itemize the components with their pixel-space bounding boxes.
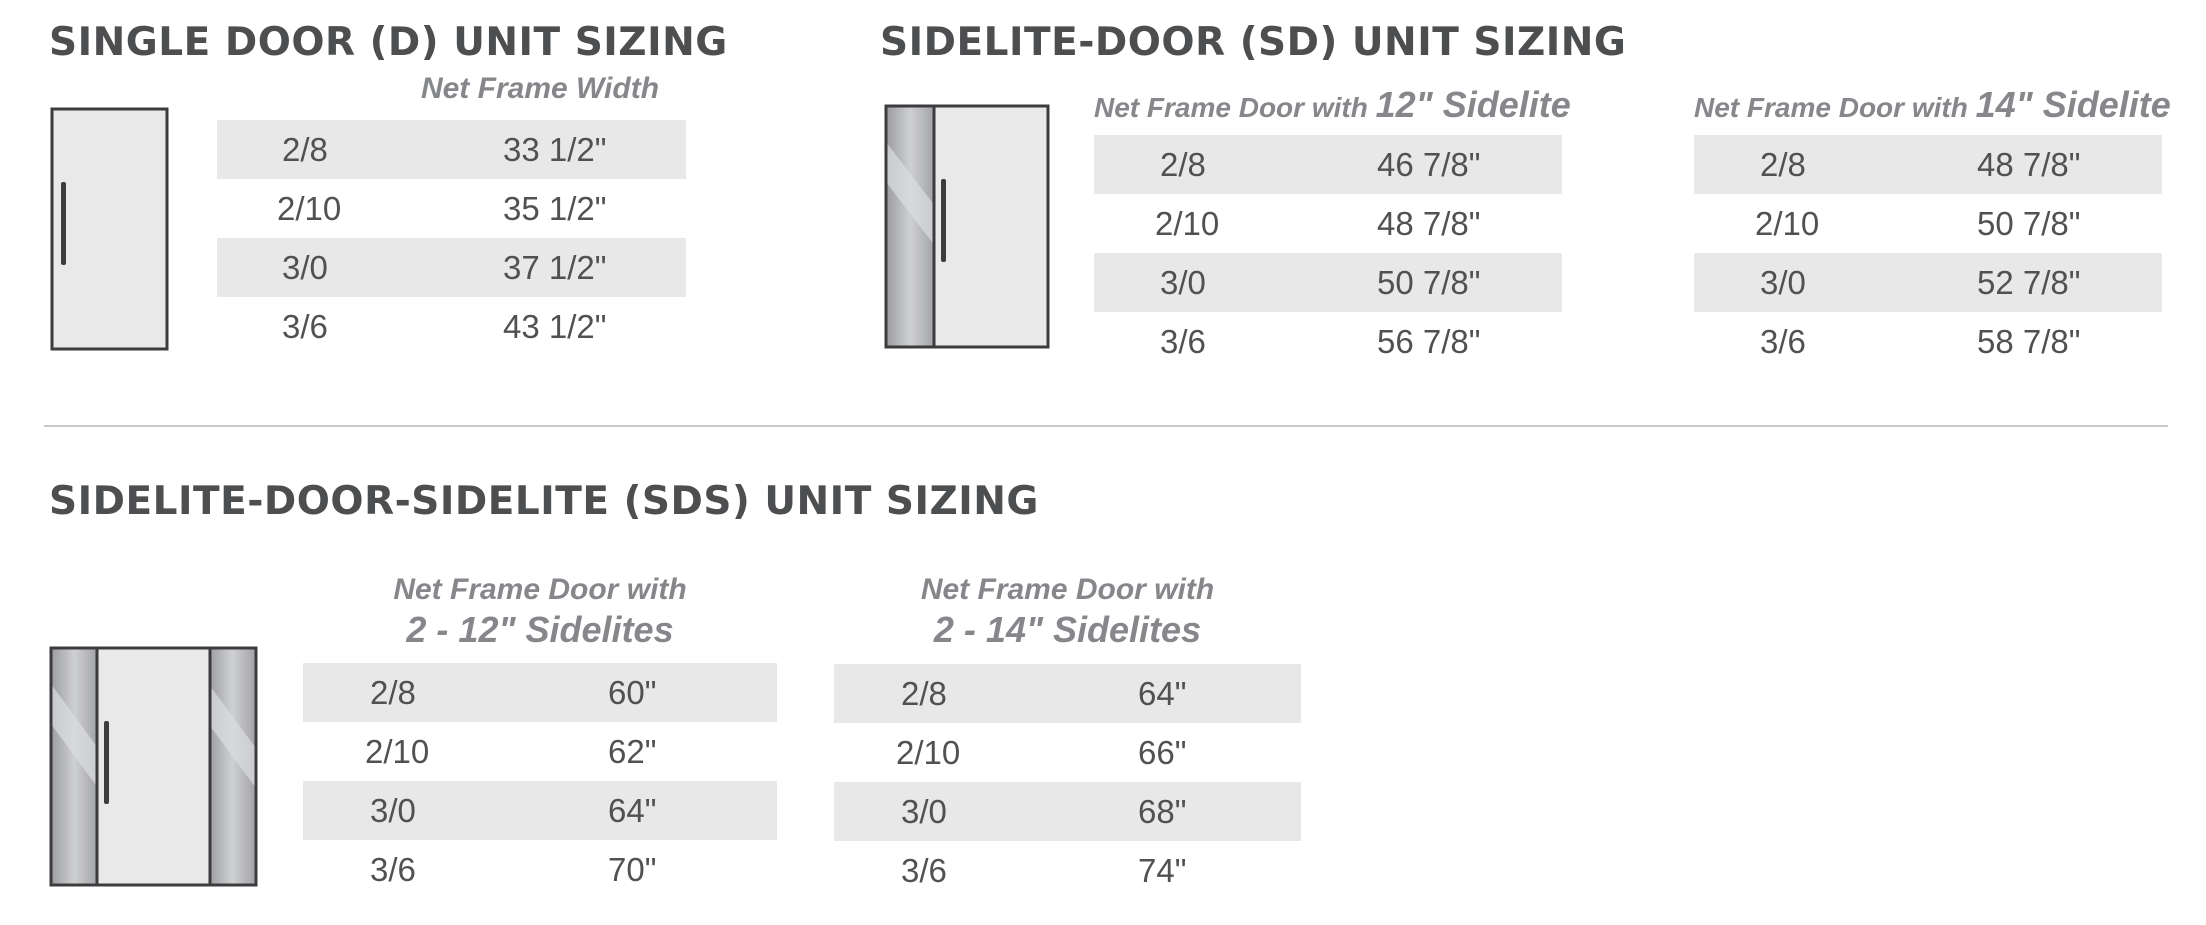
size-cell: 2/8 [901,675,947,712]
size-cell: 3/0 [901,793,947,830]
table-row [303,840,777,899]
width-cell: 64" [608,792,657,829]
sd14-header-emph: 14" Sidelite [1975,84,2171,125]
sds12-table [303,663,777,899]
size-cell: 3/6 [370,851,416,888]
table-row [217,120,686,179]
table-row [303,663,777,722]
size-cell: 2/8 [1760,146,1806,183]
size-cell: 3/0 [1160,264,1206,301]
table-row [1094,135,1562,194]
size-cell: 3/6 [1160,323,1206,360]
sd-door-illustration [884,104,1051,350]
table-row [1094,253,1562,312]
size-cell: 3/6 [901,852,947,889]
width-cell: 48 7/8" [1977,146,2081,183]
sd14-table-header [1694,84,2171,126]
size-cell: 2/10 [365,733,430,770]
table-row [217,238,686,297]
sds14-header-line2: 2 - 14" Sidelites [933,609,1202,650]
size-cell: 3/6 [282,308,328,345]
table-row [1694,135,2162,194]
table-row [1694,194,2162,253]
section-divider [44,425,2168,427]
width-cell: 33 1/2" [503,131,607,168]
sds12-table-header [303,572,777,652]
table-row [217,297,686,356]
single-door-title: SINGLE DOOR (D) UNIT SIZING [49,20,728,65]
size-cell: 2/10 [277,190,342,227]
table-row [834,782,1301,841]
sd12-header-emph: 12" Sidelite [1375,84,1571,125]
table-row [1094,194,1562,253]
width-cell: 68" [1138,793,1187,830]
table-row [303,722,777,781]
width-cell: 56 7/8" [1377,323,1481,360]
width-cell: 52 7/8" [1977,264,2081,301]
width-cell: 58 7/8" [1977,323,2081,360]
size-cell: 3/6 [1760,323,1806,360]
sd12-table [1094,135,1562,371]
size-cell: 3/0 [370,792,416,829]
width-cell: 66" [1138,734,1187,771]
table-row [217,179,686,238]
size-cell: 2/8 [1160,146,1206,183]
single-door-table [217,120,686,356]
single-door-illustration [50,107,170,352]
width-cell: 64" [1138,675,1187,712]
table-row [834,723,1301,782]
size-cell: 2/8 [370,674,416,711]
width-cell: 37 1/2" [503,249,607,286]
width-cell: 50 7/8" [1377,264,1481,301]
size-cell: 3/0 [1760,264,1806,301]
sds14-header-line1: Net Frame Door with [920,573,1215,606]
size-cell: 2/10 [896,734,961,771]
width-cell: 60" [608,674,657,711]
table-row [1094,312,1562,371]
table-row [1694,253,2162,312]
sds14-table [834,664,1301,900]
size-cell: 2/10 [1155,205,1220,242]
table-row [1694,312,2162,371]
sds14-table-header [834,572,1301,652]
sds12-header-line1: Net Frame Door with [393,573,687,606]
sd12-header-prefix: Net Frame Door with [1094,92,1376,123]
sds-door-illustration [49,646,259,888]
sd14-header-prefix: Net Frame Door with [1694,92,1976,123]
table-row [834,664,1301,723]
width-cell: 50 7/8" [1977,205,2081,242]
sds12-header-line2: 2 - 12" Sidelites [406,609,674,650]
size-cell: 2/8 [282,131,328,168]
width-cell: 70" [608,851,657,888]
width-cell: 43 1/2" [503,308,607,345]
sd12-table-header [1094,84,1571,126]
single-table-header: Net Frame Width [420,72,660,105]
width-cell: 48 7/8" [1377,205,1481,242]
table-row [834,841,1301,900]
width-cell: 35 1/2" [503,190,607,227]
sds-title: SIDELITE-DOOR-SIDELITE (SDS) UNIT SIZING [49,479,1039,524]
table-row [303,781,777,840]
width-cell: 46 7/8" [1377,146,1481,183]
sd-title: SIDELITE-DOOR (SD) UNIT SIZING [880,20,1627,65]
width-cell: 62" [608,733,657,770]
sd14-table [1694,135,2162,371]
width-cell: 74" [1138,852,1187,889]
size-cell: 3/0 [282,249,328,286]
size-cell: 2/10 [1755,205,1820,242]
